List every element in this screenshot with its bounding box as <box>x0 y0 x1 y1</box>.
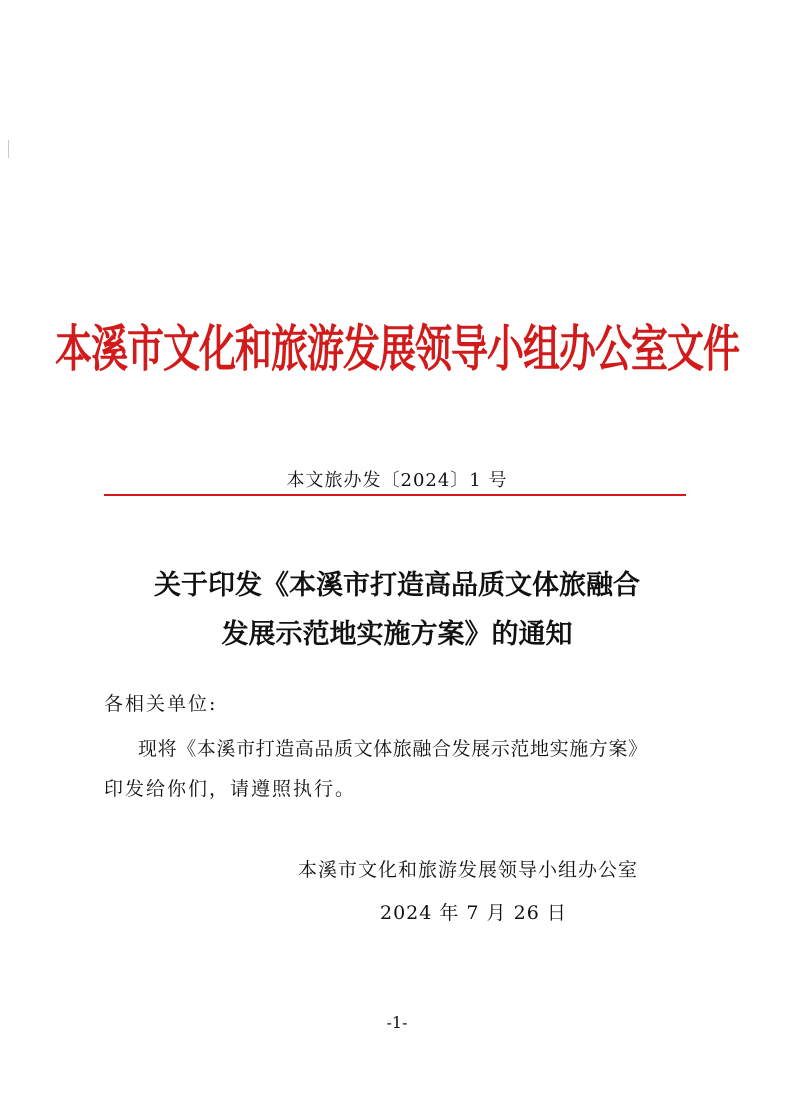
scan-mark <box>8 140 9 158</box>
document-number: 本文旅办发〔2024〕1 号 <box>286 470 508 491</box>
signature-issuer: 本溪市文化和旅游发展领导小组办公室 <box>298 859 639 881</box>
body-text-line-2: 印发给你们，请遵照执行。 <box>104 778 357 800</box>
signature-date: 2024 年 7 月 26 日 <box>380 902 567 924</box>
notice-title-line-1: 关于印发《本溪市打造高品质文体旅融合 <box>154 570 640 601</box>
red-separator-line <box>104 494 686 496</box>
addressee: 各相关单位: <box>104 693 218 715</box>
notice-title-line-2: 发展示范地实施方案》的通知 <box>221 619 573 650</box>
body-text-line-1: 现将《本溪市打造高品质文体旅融合发展示范地实施方案》 <box>138 738 648 760</box>
page-number: -1- <box>386 1013 408 1032</box>
issuing-office-header: 本溪市文化和旅游发展领导小组办公室文件 <box>55 320 739 379</box>
